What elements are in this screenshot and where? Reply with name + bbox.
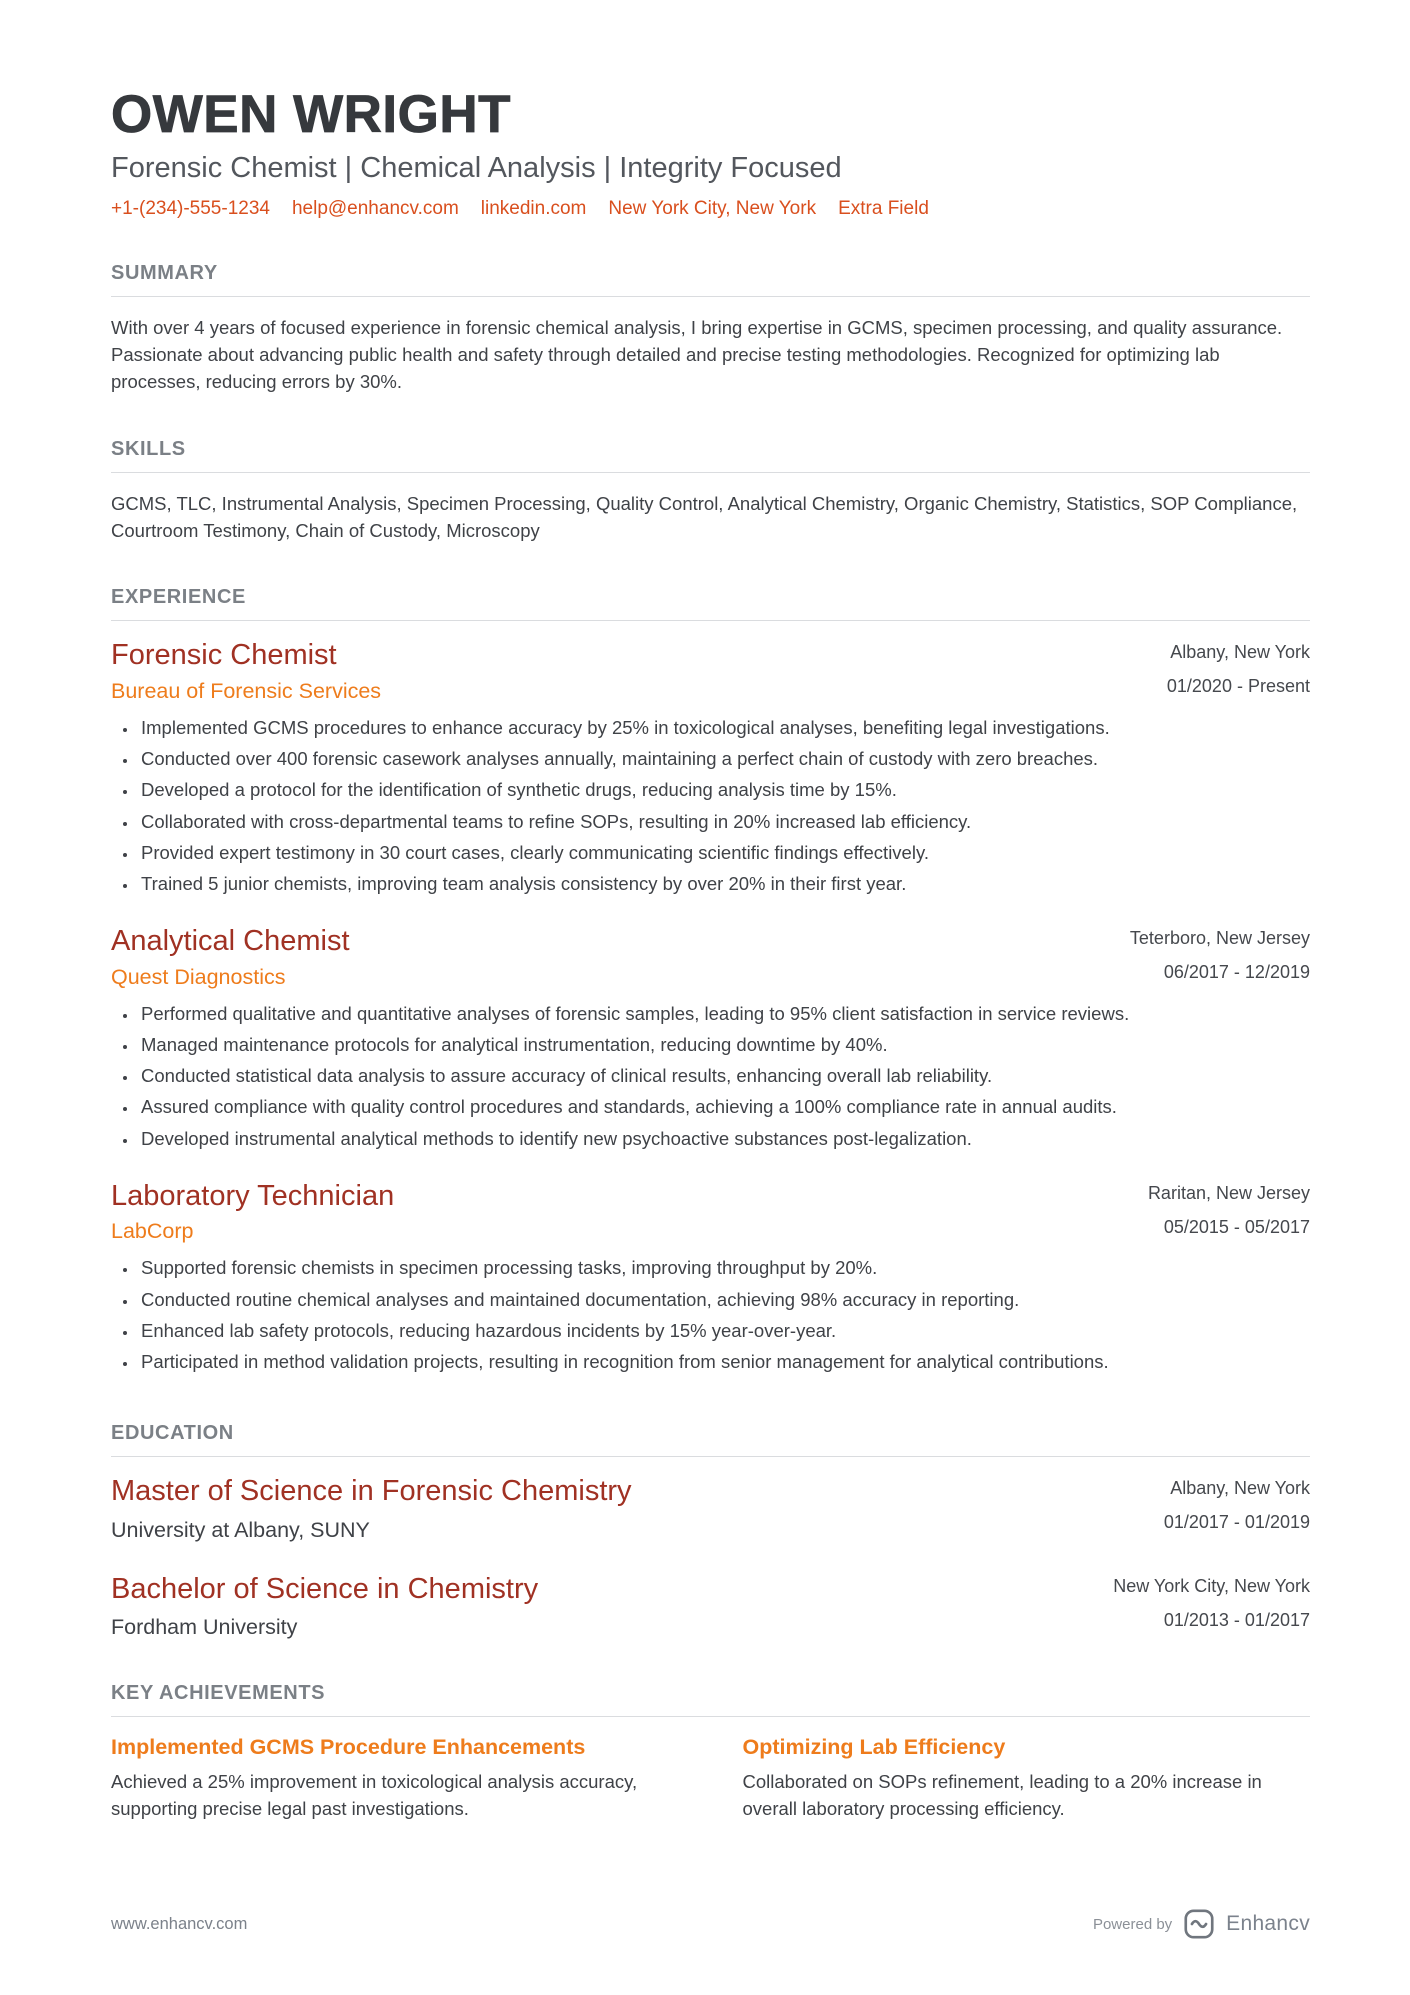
bullet-item: • Supported forensic chemists in specimen processing tasks, improving throughput by 20%.	[138, 1255, 1310, 1281]
degree-location: Albany, New York	[1170, 1478, 1310, 1499]
education-entry	[111, 1475, 1310, 1542]
bullet-item: • Conducted over 400 forensic casework analyses annually, maintaining a perfect chain of custody with zero breaches.	[138, 746, 1310, 772]
powered-by-group[interactable]	[1093, 1909, 1310, 1939]
degree-title-group	[111, 1573, 538, 1640]
achievement-text: Achieved a 25% improvement in toxicological analysis accuracy, supporting precise legal past investigations.	[111, 1771, 638, 1819]
job-company: Bureau of Forensic Services	[111, 678, 382, 703]
job-header	[111, 639, 1310, 703]
bullet-item: • Participated in method validation projects, resulting in recognition from senior management for analytical contributions.	[138, 1349, 1310, 1375]
achievements-section	[111, 1682, 1310, 1823]
education-entry	[111, 1573, 1310, 1640]
candidate-tagline: Forensic Chemist | Chemical Analysis | Integrity Focused	[111, 152, 842, 185]
job-company: Quest Diagnostics	[111, 964, 286, 989]
powered-by-label: Powered by	[1092, 1915, 1173, 1933]
degree-location: New York City, New York	[1113, 1575, 1310, 1596]
page-footer	[111, 1909, 1310, 1939]
job-meta	[1148, 1180, 1310, 1238]
bullet-item: • Enhanced lab safety protocols, reducing hazardous incidents by 15% year-over-year.	[138, 1318, 1310, 1344]
degree-meta	[1164, 1475, 1310, 1533]
education-heading: EDUCATION	[111, 1422, 1310, 1457]
summary-section	[111, 262, 1310, 395]
degree-header	[111, 1475, 1310, 1542]
job-meta	[1167, 639, 1310, 697]
experience-heading: EXPERIENCE	[111, 586, 1310, 621]
job-location: Raritan, New Jersey	[1147, 1182, 1310, 1203]
bullet-item: • Developed a protocol for the identification of synthetic drugs, reducing analysis time by 15%.	[138, 777, 1310, 803]
degree-header	[111, 1573, 1310, 1640]
summary-text: With over 4 years of focused experience in forensic chemical analysis, I bring expertise in GCMS, specimen processing, and quality assurance. Passionate about advancing public health and safety through detailed and precise testing methodologies. Recognized for optimizing lab processes, reducing errors by 30%.	[111, 317, 1283, 392]
bullet-item: • Implemented GCMS procedures to enhance accuracy by 25% in toxicological analyses, benefiting legal investigations.	[138, 715, 1310, 741]
bullet-item: • Conducted statistical data analysis to assure accuracy of clinical results, enhancing overall lab reliability.	[138, 1063, 1310, 1089]
degree-school: Fordham University	[111, 1615, 298, 1640]
job-bullets	[111, 1255, 1310, 1375]
bullet-item: • Managed maintenance protocols for analytical instrumentation, reducing downtime by 40%.	[138, 1032, 1310, 1058]
job-header	[111, 1180, 1310, 1244]
job-header	[111, 925, 1310, 989]
job-dates: 05/2015 - 05/2017	[1163, 1216, 1310, 1237]
education-section	[111, 1422, 1310, 1640]
achievements-heading: KEY ACHIEVEMENTS	[111, 1682, 1310, 1717]
contact-extra-field[interactable]: Extra Field	[838, 198, 929, 220]
job-location: Teterboro, New Jersey	[1129, 928, 1310, 949]
degree-title-group	[111, 1475, 632, 1542]
degree-school: University at Albany, SUNY	[111, 1517, 370, 1542]
bullet-item: • Collaborated with cross-departmental teams to refine SOPs, resulting in 20% increased lab efficiency.	[138, 809, 1310, 835]
resume-header	[111, 86, 1310, 220]
bullet-item: • Assured compliance with quality control procedures and standards, achieving a 100% compliance rate in annual audits.	[138, 1094, 1310, 1120]
contact-phone[interactable]: +1-(234)-555-1234	[111, 198, 270, 220]
bullet-item: • Developed instrumental analytical methods to identify new psychoactive substances post-legalization.	[138, 1126, 1310, 1152]
achievement-title: Optimizing Lab Efficiency	[742, 1735, 1006, 1760]
achievement-title: Implemented GCMS Procedure Enhancements	[111, 1735, 586, 1760]
job-title-group	[111, 639, 381, 703]
achievement-text: Collaborated on SOPs refinement, leading to a 20% increase in overall laboratory processing efficiency.	[742, 1771, 1262, 1819]
skills-text: GCMS, TLC, Instrumental Analysis, Specimen Processing, Quality Control, Analytical Chemistry, Organic Chemistry, Statistics, SOP Compliance, Courtroom Testimony, Chain of Custody, Microscopy	[111, 492, 1298, 541]
experience-entry	[111, 925, 1310, 1152]
degree-dates: 01/2017 - 01/2019	[1163, 1512, 1310, 1533]
job-bullets	[111, 715, 1310, 898]
achievements-grid	[111, 1735, 1310, 1823]
job-dates: 06/2017 - 12/2019	[1163, 962, 1310, 983]
enhancv-brand: Enhancv	[1226, 1912, 1310, 1935]
achievement-item	[111, 1735, 679, 1823]
job-dates: 01/2020 - Present	[1166, 676, 1310, 697]
bullet-item: • Provided expert testimony in 30 court cases, clearly communicating scientific findings effectively.	[138, 840, 1310, 866]
bullet-item: • Performed qualitative and quantitative analyses of forensic samples, leading to 95% client satisfaction in service reviews.	[138, 1001, 1310, 1027]
skills-section	[111, 438, 1310, 545]
job-location: Albany, New York	[1170, 642, 1310, 663]
job-title: Forensic Chemist	[111, 639, 337, 672]
job-company: LabCorp	[111, 1219, 194, 1244]
job-meta	[1130, 925, 1310, 983]
enhancv-logo-icon	[1184, 1909, 1214, 1939]
degree-title: Master of Science in Forensic Chemistry	[111, 1475, 632, 1508]
summary-heading: SUMMARY	[111, 262, 1310, 297]
contact-linkedin[interactable]: linkedin.com	[480, 198, 587, 220]
job-title: Laboratory Technician	[111, 1179, 395, 1212]
skills-heading: SKILLS	[111, 438, 1310, 473]
contact-location[interactable]: New York City, New York	[608, 198, 817, 220]
achievement-item	[743, 1735, 1311, 1823]
contact-row	[111, 198, 1310, 220]
job-title: Analytical Chemist	[111, 925, 350, 958]
bullet-item: • Conducted routine chemical analyses and maintained documentation, achieving 98% accuracy in reporting.	[138, 1287, 1310, 1313]
candidate-name: OWEN WRIGHT	[111, 85, 511, 144]
degree-meta	[1113, 1573, 1310, 1631]
job-title-group	[111, 925, 350, 989]
contact-email[interactable]: help@enhancv.com	[291, 198, 459, 220]
degree-dates: 01/2013 - 01/2017	[1163, 1609, 1310, 1630]
degree-title: Bachelor of Science in Chemistry	[111, 1572, 539, 1605]
job-bullets	[111, 1001, 1310, 1152]
enhancv-site-link[interactable]: www.enhancv.com	[111, 1914, 248, 1933]
bullet-item: • Trained 5 junior chemists, improving team analysis consistency by over 20% in their first year.	[138, 871, 1310, 897]
experience-section	[111, 586, 1310, 1380]
experience-entry	[111, 639, 1310, 897]
experience-entry	[111, 1180, 1310, 1375]
job-title-group	[111, 1180, 394, 1244]
